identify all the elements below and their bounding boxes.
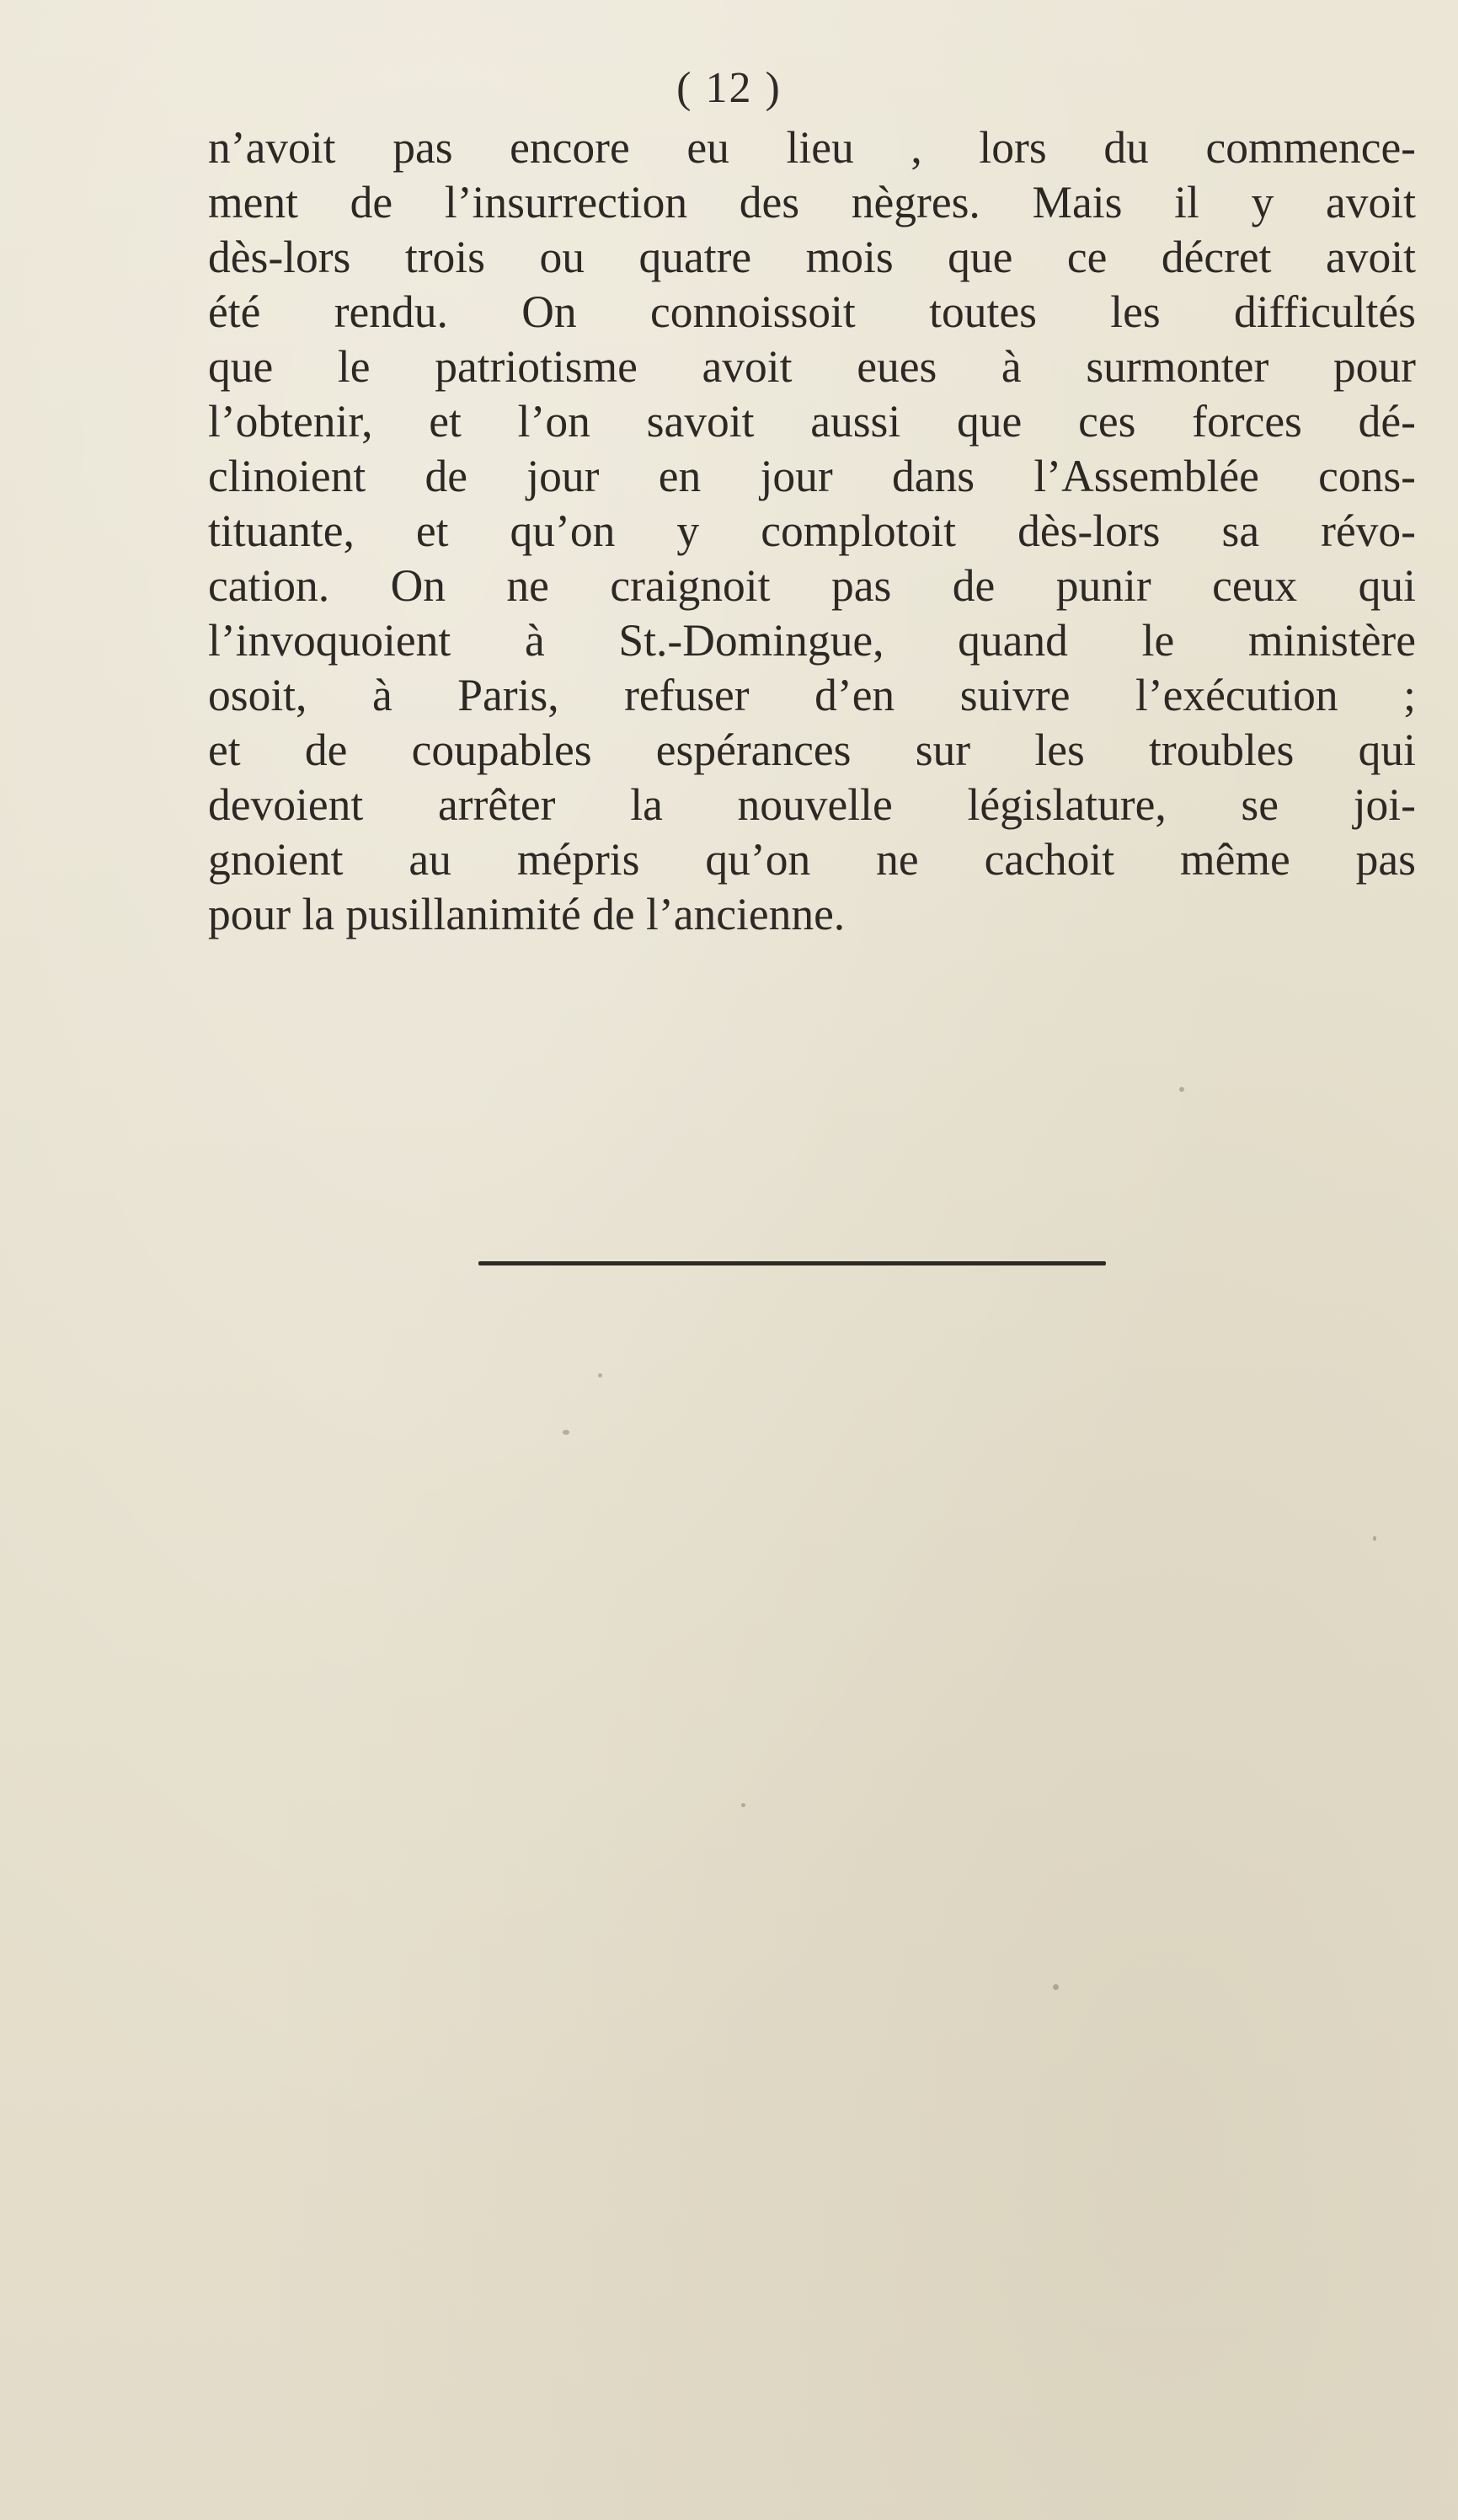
paper-spot — [598, 1373, 602, 1378]
section-divider — [478, 1261, 1106, 1265]
text-line-1: n’avoit pas encore eu lieu , lors du commence- — [208, 122, 1416, 173]
text-line-8: tituante, et qu’on y complotoit dès-lors sa révo- — [208, 506, 1416, 556]
paper-spot — [1053, 1984, 1059, 1990]
text-line-10: l’invoquoient à St.-Domingue, quand le ministère — [208, 615, 1416, 666]
paper-spot — [563, 1430, 569, 1435]
paper-spot — [741, 1803, 745, 1807]
text-line-12: et de coupables espérances sur les troubles qui — [208, 725, 1416, 775]
text-line-7: clinoient de jour en jour dans l’Assemblée cons- — [208, 451, 1416, 501]
text-line-15: pour la pusillanimité de l’ancienne. — [208, 889, 846, 939]
paper-spot — [1179, 1087, 1184, 1092]
text-line-9: cation. On ne craignoit pas de punir ceux qui — [208, 560, 1416, 611]
page-number: ( 12 ) — [676, 64, 782, 112]
text-line-3: dès-lors trois ou quatre mois que ce décret avoit — [208, 232, 1416, 282]
text-line-5: que le patriotisme avoit eues à surmonter pour — [208, 341, 1416, 392]
text-line-11: osoit, à Paris, refuser d’en suivre l’exécution ; — [208, 670, 1416, 720]
text-line-14: gnoient au mépris qu’on ne cachoit même pas — [208, 834, 1416, 885]
paper-spot — [1373, 1536, 1376, 1541]
text-line-6: l’obtenir, et l’on savoit aussi que ces forces dé- — [208, 396, 1416, 447]
text-line-4: été rendu. On connoissoit toutes les difficultés — [208, 286, 1416, 337]
text-line-13: devoient arrêter la nouvelle législature, se joi- — [208, 779, 1416, 830]
body-text — [208, 120, 1421, 942]
text-line-2: ment de l’insurrection des nègres. Mais il y avoit — [208, 177, 1416, 227]
